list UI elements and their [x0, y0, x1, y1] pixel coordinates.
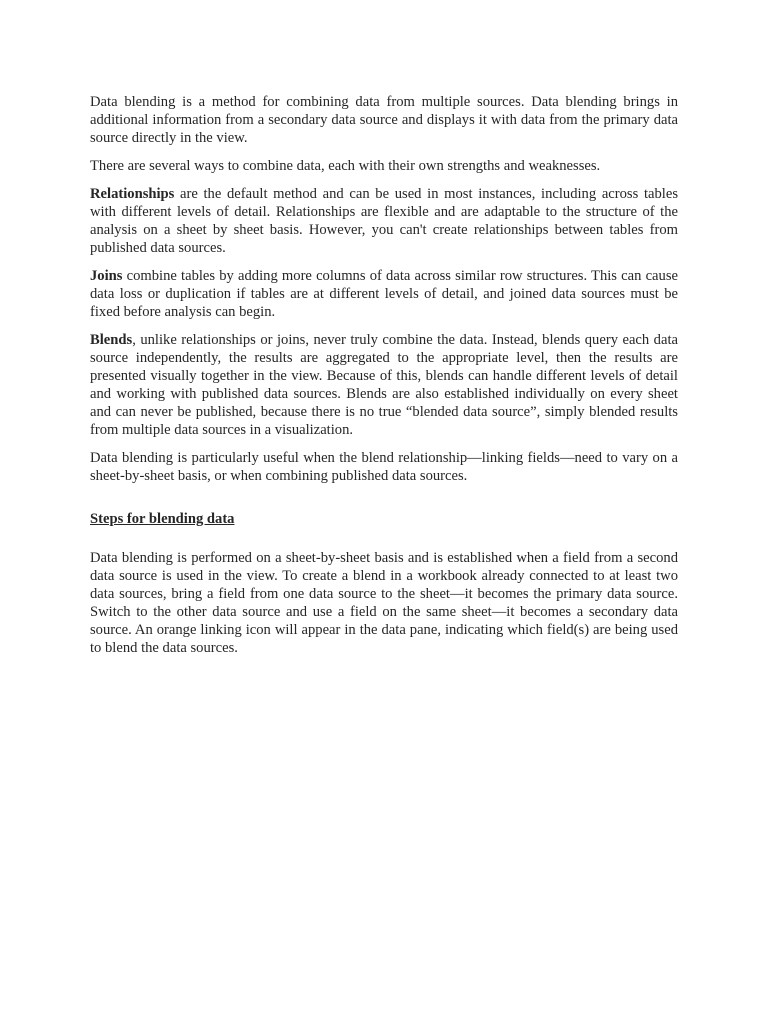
blends-term: Blends [90, 332, 133, 348]
relationships-text: are the default method and can be used in most instances, including across tables with different levels of detail. Relationships are flexible and are adaptable to the structure of the analysis on a sheet by sheet basis. However, you can't create relationships between tables from published data sources. [90, 186, 678, 256]
joins-paragraph [90, 267, 678, 321]
relationships-term: Relationships [90, 186, 175, 202]
usefulness-paragraph: Data blending is particularly useful when the blend relationship—linking fields—need to vary on a sheet-by-sheet basis, or when combining published data sources. [90, 450, 678, 484]
blends-paragraph [90, 331, 678, 439]
intro-paragraph: Data blending is a method for combining data from multiple sources. Data blending brings in additional information from a secondary data source and displays it with data from the primary data source directly in the view. [90, 94, 678, 146]
document-page [90, 93, 678, 667]
joins-term: Joins [90, 268, 123, 284]
blends-text: , unlike relationships or joins, never truly combine the data. Instead, blends query each data source independently, the results are aggregated to the appropriate level, then the results are presented visually together in the view. Because of this, blends can handle different levels of detail and working with published data sources. Blends are also established individually on every sheet and can never be published, because there is no true “blended data source”, simply blended results from multiple data sources in a visualization. [90, 332, 678, 438]
ways-paragraph: There are several ways to combine data, each with their own strengths and weaknesses. [90, 158, 601, 174]
steps-paragraph: Data blending is performed on a sheet-by-sheet basis and is established when a field from a second data source is used in the view. To create a blend in a workbook already connected to at least two data sources, bring a field from one data source to the sheet—it becomes the primary data source. Switch to the other data source and use a field on the same sheet—it becomes a secondary data source. An orange linking icon will appear in the data pane, indicating which field(s) are being used to blend the data sources. [90, 550, 678, 656]
steps-heading: Steps for blending data [90, 511, 235, 527]
relationships-paragraph [90, 185, 678, 257]
joins-text: combine tables by adding more columns of data across similar row structures. This can cause data loss or duplication if tables are at different levels of detail, and joined data sources must be fixed before analysis can begin. [90, 268, 678, 320]
